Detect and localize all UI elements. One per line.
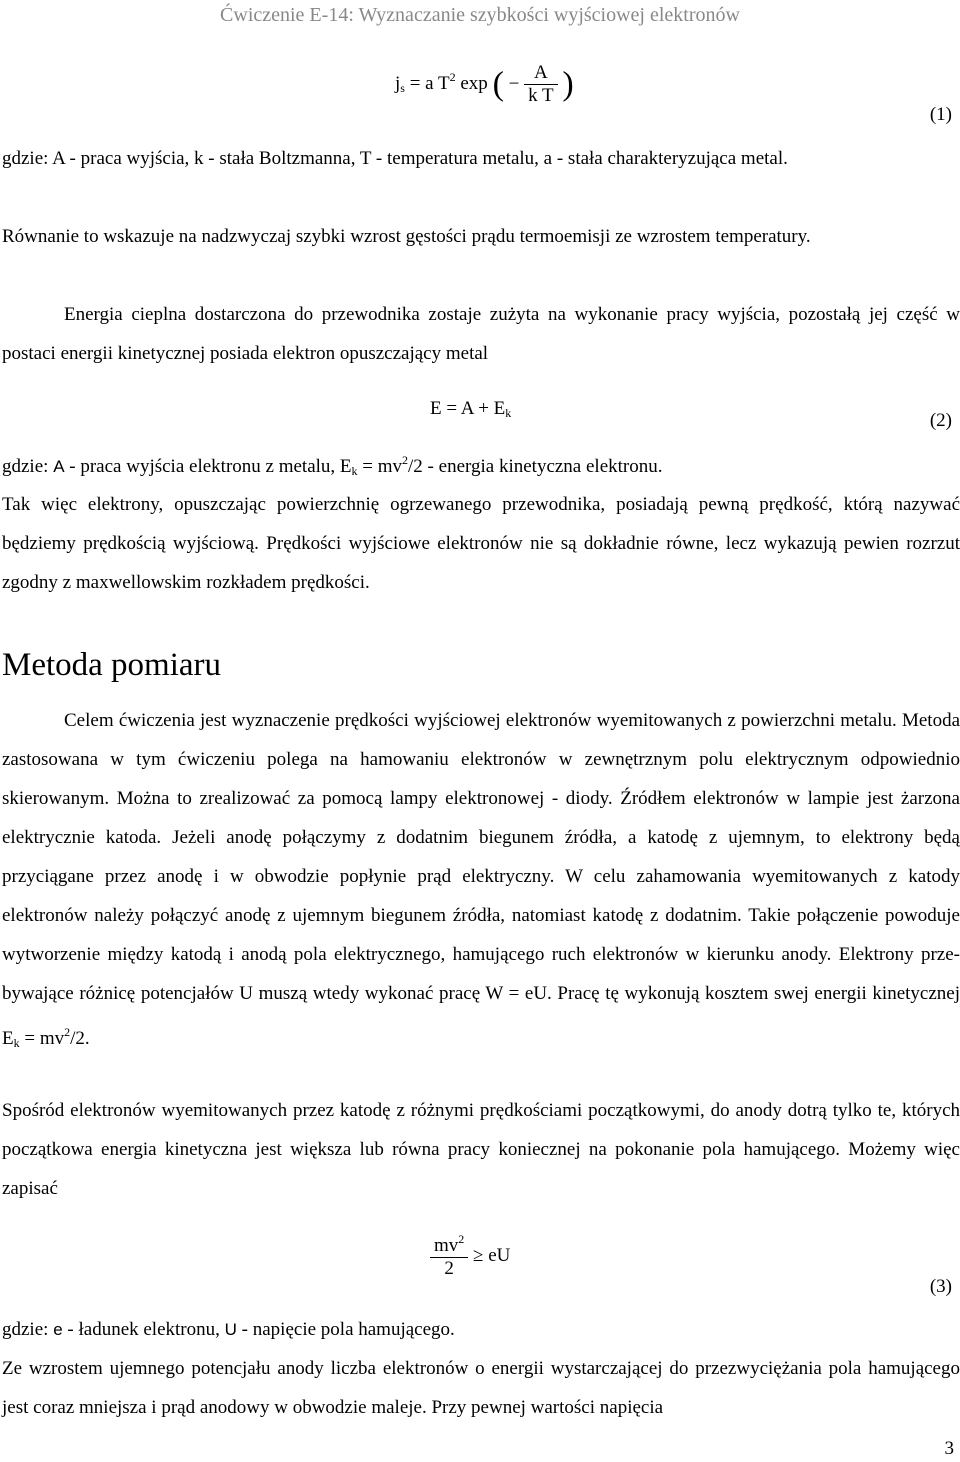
- p4-a: gdzie:: [2, 456, 54, 477]
- eq2-lhs: E: [430, 398, 442, 419]
- p6-sub: k: [13, 1036, 20, 1050]
- eq1-lhs-sub: s: [400, 80, 405, 95]
- p8-b: e: [53, 1320, 63, 1339]
- p4-f: 2: [402, 453, 409, 467]
- eq1-lhs: j: [395, 72, 401, 94]
- paragraph-anode-potential: Ze wzrostem ujemnego potencjału anody liczba elektronów o energii wystarczającej do przezwyciężania pola hamującego jest coraz mniejsza i prąd anodowy w obwodzie maleje. Przy pewnej wartości napięcia: [2, 1358, 960, 1418]
- p4-g: /2 - energia kinetyczna elektronu.: [408, 456, 663, 477]
- section-heading: Metoda pomiaru: [2, 647, 222, 683]
- equation-2-number: (2): [929, 410, 952, 431]
- p8-a: gdzie:: [2, 1319, 54, 1340]
- page-header: Ćwiczenie E-14: Wyznaczanie szybkości wyjściowej elektronów: [220, 4, 740, 26]
- p4-b: A: [53, 457, 65, 476]
- paragraph-condition: Spośród elektronów wyemitowanych przez katodę z różnymi prędkościami początkowymi, do anody dotrą tylko te, których początkowa energia kinetyczna jest większa lub równa pracy koniecznej na pokonanie pola hamującego. Możemy więc zapisać: [2, 1100, 960, 1199]
- p4-e: = mv: [357, 456, 403, 477]
- eq3-denominator: 2: [430, 1257, 468, 1280]
- eq1-mid: = a T: [409, 72, 450, 94]
- equation-1: $j_s = a$ $T^2$ exp ( − $\frac{A}{\text{k T}}$ ): [395, 62, 574, 106]
- p6-text: Celem ćwiczenia jest wyznaczenie prędkości wyjściowej elektronów wyemitowanych z powierzchni metalu. Metoda zastosowana w tym ćwiczeniu polega na hamowaniu elektronów w zewnętrznym polu elektrycznym odpowiednio skierowanym. Można to zrealizować za pomocą lampy elektronowej - diody. Źródłem elektronów w lampie jest żarzona elektrycznie katoda. Jeżeli anodę połączymy z dodatnim biegunem źródła, a katodę z ujemnym, to elektrony będą przyciągane przez anodę i w obwodzie popłynie prąd elektryczny. W celu zahamowania wyemitowanych z katody elektronów należy połączyć anodę z ujemnym biegunem źródła, natomiast katodę z dodatnim. Takie połączenie powoduje wytworzenie między katodą i anodą pola elektrycznego, hamującego ruch elektronów w kierunku anody. Elektrony prze- bywające różnicę potencjałów U muszą wtedy wykonać pracę W = eU. Pracę tę wykonują kosztem swej energii kinetycznej E: [2, 710, 960, 1049]
- paragraph-definitions: gdzie: A - praca wyjścia, k - stała Boltzmanna, T - temperatura metalu, a - stała charakteryzująca metal.: [2, 148, 788, 169]
- equation-3-number: (3): [929, 1276, 952, 1297]
- page-number: 3: [944, 1438, 954, 1459]
- equation-3: [430, 1232, 510, 1280]
- eq3-numerator: mv: [434, 1235, 459, 1256]
- eq2-rhs: = A + E: [446, 398, 506, 419]
- p6-sup: 2: [64, 1025, 71, 1039]
- eq1-sup: 2: [449, 69, 456, 84]
- p8-d: U: [224, 1320, 237, 1339]
- eq2-sub: k: [505, 406, 512, 420]
- paragraph-charge-definition: [2, 1319, 455, 1341]
- eq1-numerator: A: [534, 62, 548, 83]
- paragraph-energy: Energia cieplna dostarczona do przewodnika zostaje zużyta na wykonanie pracy wyjścia, pozostałą jej część w postaci energii kinetycznej posiada elektron opuszczający metal: [2, 304, 960, 364]
- p4-c: - praca wyjścia elektronu z metalu, E: [64, 456, 352, 477]
- paragraph-growth: Równanie to wskazuje na nadzwyczaj szybki wzrost gęstości prądu termoemisji ze wzrostem temperatury.: [2, 226, 811, 247]
- paragraph-work-definition: [2, 453, 663, 479]
- eq3-relation: ≥ eU: [473, 1245, 511, 1266]
- paragraph-method: [2, 701, 960, 1063]
- p4-d: k: [351, 464, 358, 478]
- paragraph-exit-velocity: Tak więc elektrony, opuszczając powierzchnię ogrzewanego przewodnika, posiadają pewną prędkość, którą nazywać będziemy prędkością wyjściową. Prędkości wyjściowe elektronów nie są dokładnie równe, lecz wykazują pewien rozrzut zgodny z maxwellowskim rozkładem prędkości.: [2, 494, 960, 593]
- eq1-denominator: k T: [524, 84, 558, 107]
- p6-end-a: = mv: [19, 1028, 65, 1049]
- equation-2: [430, 398, 511, 421]
- p6-end-b: /2.: [70, 1028, 90, 1049]
- eq1-func: exp: [460, 72, 488, 94]
- eq3-sup: 2: [458, 1232, 465, 1246]
- p8-c: - ładunek elektronu,: [62, 1319, 225, 1340]
- equation-1-number: (1): [929, 104, 952, 125]
- p8-e: - napięcie pola hamującego.: [236, 1319, 455, 1340]
